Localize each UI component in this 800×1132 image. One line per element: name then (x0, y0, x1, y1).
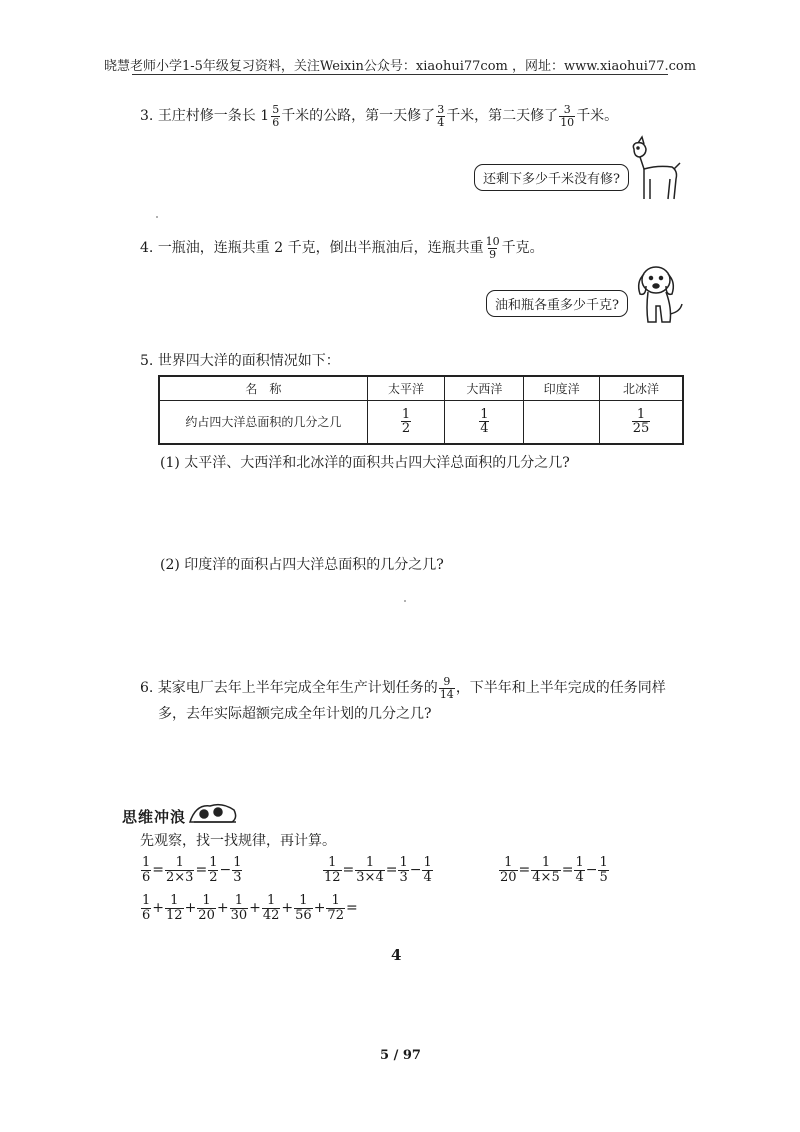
fraction: $\frac{3}{4}$ (437, 103, 445, 129)
fraction: $\frac{1}{12}$ (166, 893, 183, 923)
fraction: $\frac{1}{20}$ (500, 855, 517, 885)
sub-question-2: (2) 印度洋的面积占四大洋总面积的几分之几? (160, 557, 444, 573)
question-text: 一瓶油，连瓶共重 2 千克，倒出半瓶油后，连瓶共重 (157, 240, 484, 257)
pattern-equation-1: $\frac{1}{6}$ = $\frac{1}{2\times 3}$ = $\frac{1}{2}$ − $\frac{1}{3}$ (142, 855, 242, 885)
fraction: $\frac{1}{6}$ (142, 855, 151, 885)
question-number: 4. (140, 240, 154, 257)
question-number: 5. (140, 353, 154, 369)
question-number: 3. (140, 108, 154, 125)
fraction: $\frac{1}{3\times 4}$ (356, 855, 384, 885)
pattern-equation-3: $\frac{1}{20}$ = $\frac{1}{4\times 5}$ = $\frac{1}{4}$ − $\frac{1}{5}$ (500, 855, 608, 885)
fraction: $\frac{1}{2}$ (209, 855, 218, 885)
table-header-cell: 印度洋 (524, 376, 600, 400)
ocean-table (158, 375, 684, 445)
question-text: 王庄村修一条长 (157, 108, 256, 125)
question-text: 千米。 (576, 108, 619, 125)
table-header-cell: 北冰洋 (600, 376, 683, 400)
fraction: $\frac{10}{9}$ (485, 235, 500, 261)
scan-speck (404, 600, 406, 602)
table-cell-empty (524, 400, 600, 444)
instruction: 先观察，找一找规律，再计算。 (140, 833, 336, 849)
table-row-label: 约占四大洋总面积的几分之几 (159, 400, 367, 444)
question-text: 千米的公路，第一天修了 (281, 108, 436, 125)
fraction: $\frac{5}{6}$ (272, 103, 280, 129)
sum-expression: $\frac{1}{6}$ + $\frac{1}{12}$ + $\frac{1}{20}$ + $\frac{1}{30}$ + $\frac{1}{42}$ + $\frac{1}{56}$ + $\frac{1}{72}$ = (142, 893, 358, 923)
fraction: $\frac{9}{14}$ (439, 675, 454, 701)
fraction: $\frac{1}{5}$ (599, 855, 608, 885)
goat-icon (624, 135, 686, 207)
table-row (159, 400, 683, 444)
fraction: $\frac{1}{30}$ (230, 893, 248, 923)
question-number: 6. (140, 680, 154, 697)
fraction: $\frac{1}{20}$ (198, 893, 215, 923)
question-3 (140, 104, 618, 128)
fraction: $\frac{1}{4}$ (575, 855, 584, 885)
table-header-cell: 名 称 (159, 376, 367, 400)
fraction: $\frac{1}{72}$ (327, 893, 344, 923)
scan-speck (156, 216, 158, 218)
mixed-number-whole: 1 (260, 108, 270, 125)
fraction: $\frac{1}{3}$ (233, 855, 242, 885)
page-number: 4 (391, 946, 402, 964)
fraction: $\frac{1}{4\times 5}$ (532, 855, 560, 885)
question-text: ，下半年和上半年完成的任务同样 (455, 680, 666, 697)
fraction: $\frac{1}{2\times 3}$ (166, 855, 194, 885)
question-text: 千克。 (501, 240, 544, 257)
page-header: 晓慧老师小学1-5年级复习资料，关注Weixin公众号：xiaohui77com ，网址：www.xiaohui77.com (103, 59, 697, 74)
table-cell (367, 400, 445, 444)
question-text: 某家电厂去年上半年完成全年生产计划任务的 (157, 680, 438, 697)
fraction: $\frac{1}{25}$ (632, 406, 650, 437)
fraction: $\frac{1}{3}$ (399, 855, 408, 885)
pattern-equation-2: $\frac{1}{12}$ = $\frac{1}{3\times 4}$ = $\frac{1}{3}$ − $\frac{1}{4}$ (324, 855, 432, 885)
speech-bubble: 还剩下多少千米没有修? (474, 164, 629, 191)
fraction: $\frac{1}{12}$ (324, 855, 341, 885)
question-6-line-2: 多，去年实际超额完成全年计划的几分之几? (158, 706, 432, 722)
page-footer: 5 / 97 (380, 1048, 421, 1063)
sub-question-1: (1) 太平洋、大西洋和北冰洋的面积共占四大洋总面积的几分之几? (160, 455, 570, 471)
question-5 (140, 354, 340, 368)
fraction: $\frac{1}{56}$ (295, 893, 312, 923)
speech-bubble: 油和瓶各重多少千克? (486, 290, 628, 317)
table-header-row (159, 376, 683, 400)
header-rule (132, 74, 668, 75)
question-6 (140, 676, 666, 700)
wave-icon (188, 800, 240, 826)
table-cell (445, 400, 524, 444)
question-text: 千米，第二天修了 (446, 108, 559, 125)
fraction: $\frac{1}{42}$ (262, 893, 280, 923)
dog-icon (632, 262, 686, 328)
fraction: $\frac{1}{2}$ (401, 406, 411, 437)
fraction: $\frac{1}{4}$ (480, 406, 489, 437)
table-header-cell: 太平洋 (367, 376, 445, 400)
question-text: 世界四大洋的面积情况如下： (157, 353, 340, 369)
fraction: $\frac{1}{6}$ (142, 893, 151, 923)
question-4 (140, 236, 544, 260)
table-header-cell: 大西洋 (445, 376, 524, 400)
fraction: $\frac{3}{10}$ (560, 103, 575, 129)
fraction: $\frac{1}{4}$ (423, 855, 432, 885)
table-cell (600, 400, 683, 444)
section-title: 思维冲浪 (122, 808, 187, 826)
